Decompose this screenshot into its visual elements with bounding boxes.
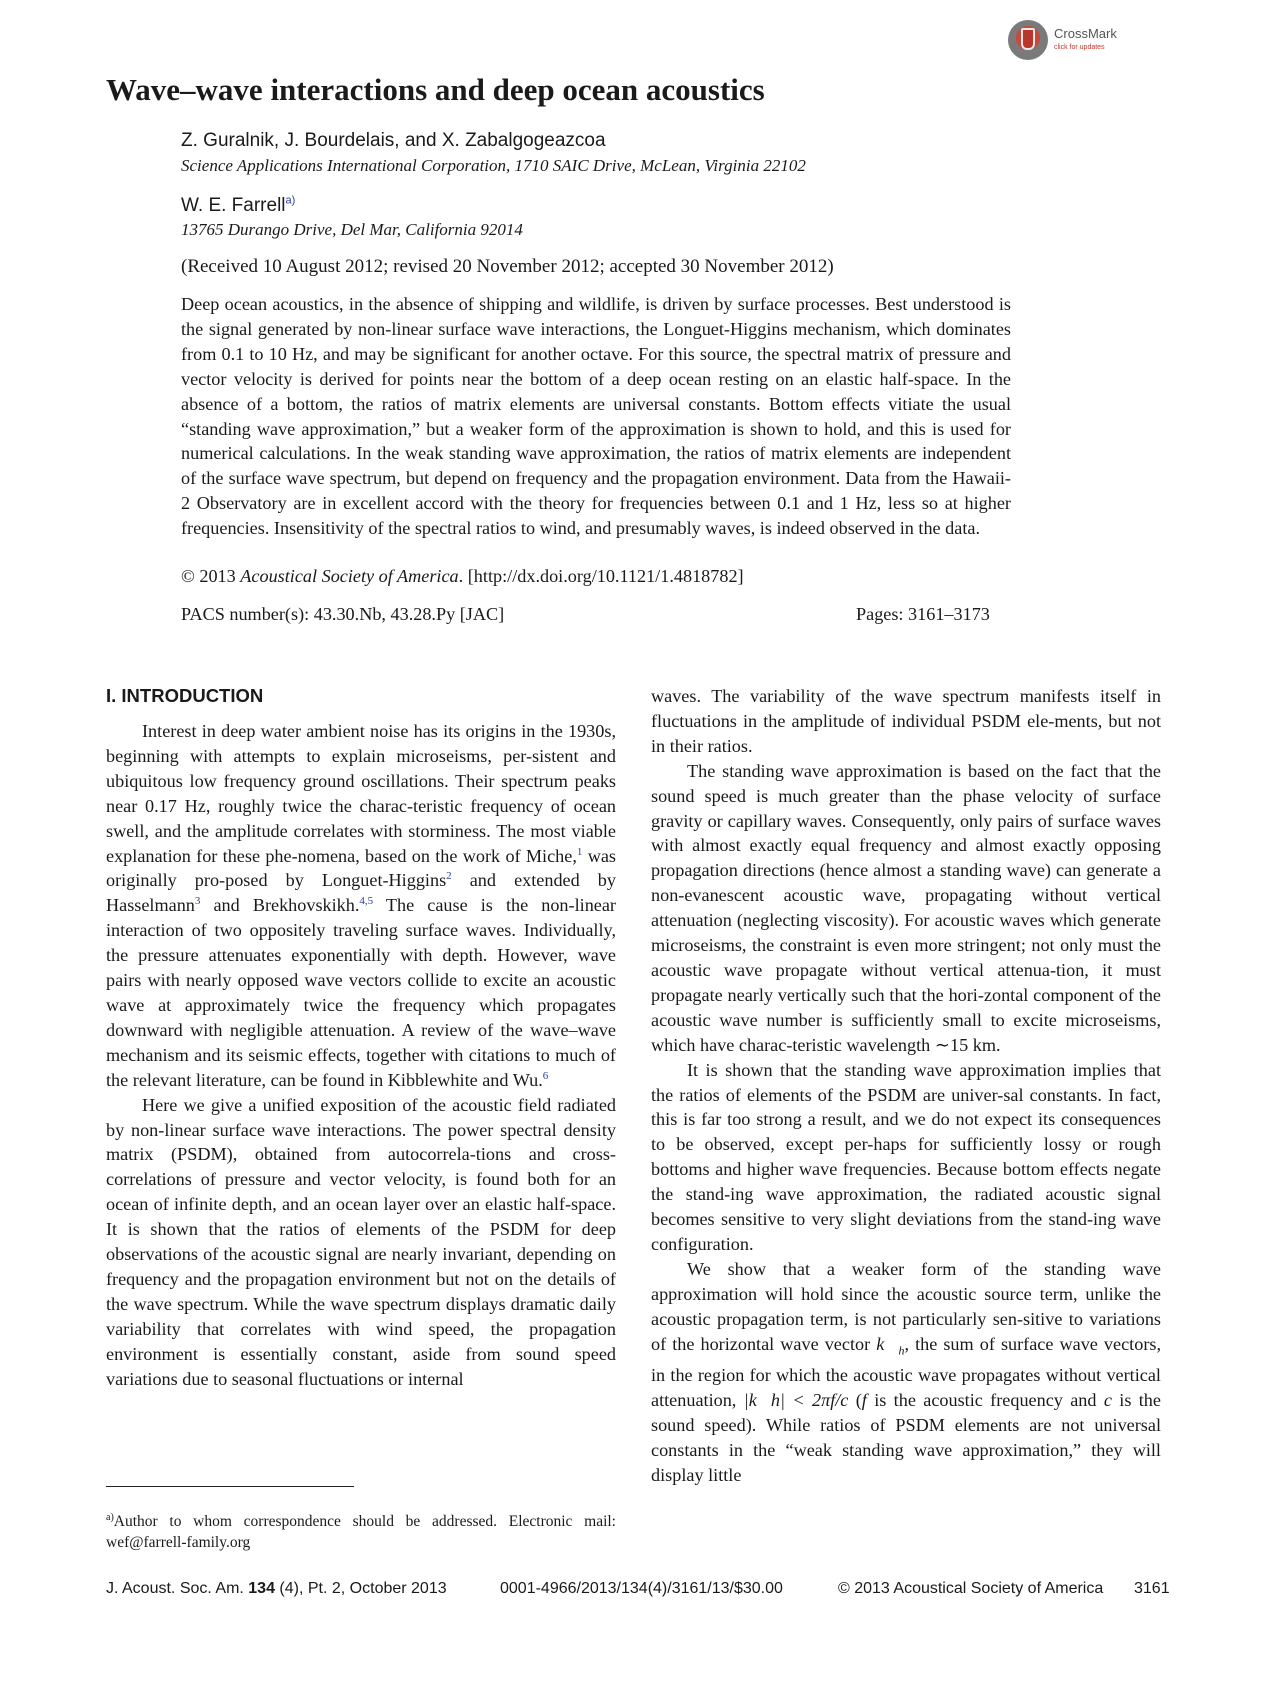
intro-paragraph-2-cont: waves. The variability of the wave spectrum manifests itself in fluctuations in the amplitude of individual PSDM ele-ments, but not in their ratios. xyxy=(651,686,1161,756)
footer-copyright: © 2013 Acoustical Society of America xyxy=(838,1580,1104,1597)
footnote xyxy=(106,1507,616,1553)
pacs-numbers: PACS number(s): 43.30.Nb, 43.28.Py [JAC] xyxy=(181,604,505,624)
crossmark-badge[interactable] xyxy=(1008,20,1128,62)
ref-link-3[interactable]: 3 xyxy=(194,895,201,908)
copyright-doi xyxy=(181,566,744,587)
footnote-mark: a) xyxy=(106,1512,114,1523)
left-column xyxy=(106,719,616,1391)
footer-page-number: 3161 xyxy=(1134,1580,1170,1597)
inequality: |k⃗h| < 2πf/c xyxy=(743,1390,849,1411)
copyright-symbol: © 2013 xyxy=(181,566,241,586)
author-farrell: W. E. Farrell xyxy=(181,195,286,216)
right-column xyxy=(651,684,1161,1488)
author-note-mark[interactable]: a) xyxy=(285,194,296,207)
intro-paragraph-1: Interest in deep water ambient noise has its origins in the 1930s, beginning with attempts to explain microseisms, per-sistent and ubiquitous low frequency ground oscillations. Their spectrum peaks near 0.17 Hz, roughly twice the charac-teristic frequency of ocean swell, and the amplitude correlates with storminess. The most viable explanation for these phe-nomena, based on the work of Miche,$^1$ was originally pro-posed by Longuet-Higgins$^2$ and extended by Hasselmann$^3$ and Brekhovskikh.$^{4,5}$ The cause is the non-linear interaction of two oppositely traveling surface waves. Individually, the pressure attenuates exponentially with depth. However, wave pairs with nearly opposed wave vectors collide to excite an acoustic wave at approximately twice the frequency which propagates downward with negligible attenuation. A review of the wave–wave mechanism and its seismic effects, together with citations to much of the relevant literature, can be found in Kibblewhite and Wu.$^6$ xyxy=(106,721,616,1090)
crossmark-icon xyxy=(1008,20,1048,60)
intro-paragraph-4: It is shown that the standing wave approximation implies that the ratios of elements of the PSDM are univer-sal constants. In fact, this is far too strong a result, and we do not expect its consequences to be observed, except per-haps for sufficiently lossy or rough bottoms and higher wave frequencies. Because bottom effects negate the stand-ing wave approximation, the radiated acoustic signal becomes sensitive to very slight deviations from the stand-ing wave configuration. xyxy=(651,1059,1161,1254)
copyright-society: Acoustical Society of America xyxy=(240,566,459,586)
footnote-text: Author to whom correspondence should be addressed. Electronic mail: wef@farrell-family.org xyxy=(106,1513,616,1552)
authors-primary: Z. Guralnik, J. Bourdelais, and X. Zabalgogeazcoa xyxy=(181,130,606,151)
crossmark-label: CrossMark xyxy=(1054,26,1117,41)
abstract: Deep ocean acoustics, in the absence of shipping and wildlife, is driven by surface processes. Best understood is the signal generated by non-linear surface wave interactions, the Longuet-Higgins mechanism, which dominates from 0.1 to 10 Hz, and may be significant for another octave. For this source, the spectral matrix of pressure and vector velocity is derived for points near the bottom of a deep ocean resting on an elastic half-space. In the absence of a bottom, the ratios of matrix elements are universal constants. Bottom effects vitiate the usual “standing wave approximation,” but a weaker form of the approximation is shown to hold, and this is used for numerical calculations. In the weak standing wave approximation, the ratios of matrix elements are independent of the surface wave spectrum, but depend on frequency and the propagation environment. Data from the Hawaii-2 Observatory are in excellent accord with the theory for frequencies between 0.1 and 1 Hz, less so at higher frequencies. Insensitivity of the spectral ratios to wind, and presumably waves, is indeed observed in the data. xyxy=(181,294,1011,539)
footer-journal: J. Acoust. Soc. Am. 134 (4), Pt. 2, October 2013 xyxy=(106,1580,447,1597)
intro-paragraph-5: We show that a weaker form of the standing wave approximation will hold since the acoustic source term, unlike the acoustic propagation term, is not particularly sen-sitive to variations of the horizontal wave vector $k⃗_h$, the sum of surface wave vectors, in the region for which the acoustic wave propagates without vertical attenuation, |k⃗h| < 2πf/c (f is the acoustic frequency and c is the sound speed). While ratios of PSDM elements are not universal constants in the “weak standing wave approximation,” they will display little xyxy=(651,1258,1162,1485)
page-range: Pages: 3161–3173 xyxy=(856,604,990,624)
authors-secondary xyxy=(181,195,295,217)
crossmark-sub: click for updates xyxy=(1054,44,1105,51)
intro-paragraph-2: Here we give a unified exposition of the acoustic field radiated by non-linear surface wave interactions. The power spectral density matrix (PSDM), obtained from autocorrela-tions and cross-correlations of pressure and vector velocity, is found both for an ocean of infinite depth, and an ocean layer over an elastic half-space. It is shown that the ratios of elements of the PSDM for deep observations of the acoustic signal are nearly invariant, depending on frequency and the propagation environment but not on the details of the wave spectrum. While the wave spectrum displays dramatic daily variability that correlates with wind speed, the propagation environment is essentially constant, aside from sound speed variations due to seasonal fluctuations or internal xyxy=(106,1094,616,1389)
footnote-divider xyxy=(106,1486,354,1487)
section-heading: I. INTRODUCTION xyxy=(106,685,264,706)
affiliation-secondary: 13765 Durango Drive, Del Mar, California 92014 xyxy=(181,220,523,239)
doi-link[interactable]: . [http://dx.doi.org/10.1121/1.4818782] xyxy=(458,566,744,586)
affiliation-primary: Science Applications International Corporation, 1710 SAIC Drive, McLean, Virginia 22102 xyxy=(181,156,806,175)
paper-title: Wave–wave interactions and deep ocean acoustics xyxy=(106,72,765,107)
intro-paragraph-3: The standing wave approximation is based on the fact that the sound speed is much greater than the phase velocity of surface gravity or capillary waves. Consequently, only pairs of surface waves with almost exactly equal frequency and almost exactly opposing propagation directions (hence almost a standing wave) can generate a non-evanescent acoustic wave, propagating without vertical attenuation (neglecting viscosity). For acoustic waves which generate microseisms, the constraint is even more stringent; not only must the acoustic wave propagate without vertical attenua-tion, it must propagate nearly vertically such that the hori-zontal component of the acoustic wave number is sufficiently small to excite microseisms, which have charac-teristic wavelength ∼15 km. xyxy=(651,760,1161,1055)
ref-link-2[interactable]: 2 xyxy=(446,870,452,883)
ref-link-6[interactable]: 6 xyxy=(542,1069,549,1082)
footer-code: 0001-4966/2013/134(4)/3161/13/$30.00 xyxy=(500,1580,783,1597)
ref-link-1[interactable]: 1 xyxy=(576,845,583,858)
ref-link-4-5[interactable]: 4,5 xyxy=(359,895,374,908)
received-dates: (Received 10 August 2012; revised 20 November 2012; accepted 30 November 2012) xyxy=(181,256,834,277)
